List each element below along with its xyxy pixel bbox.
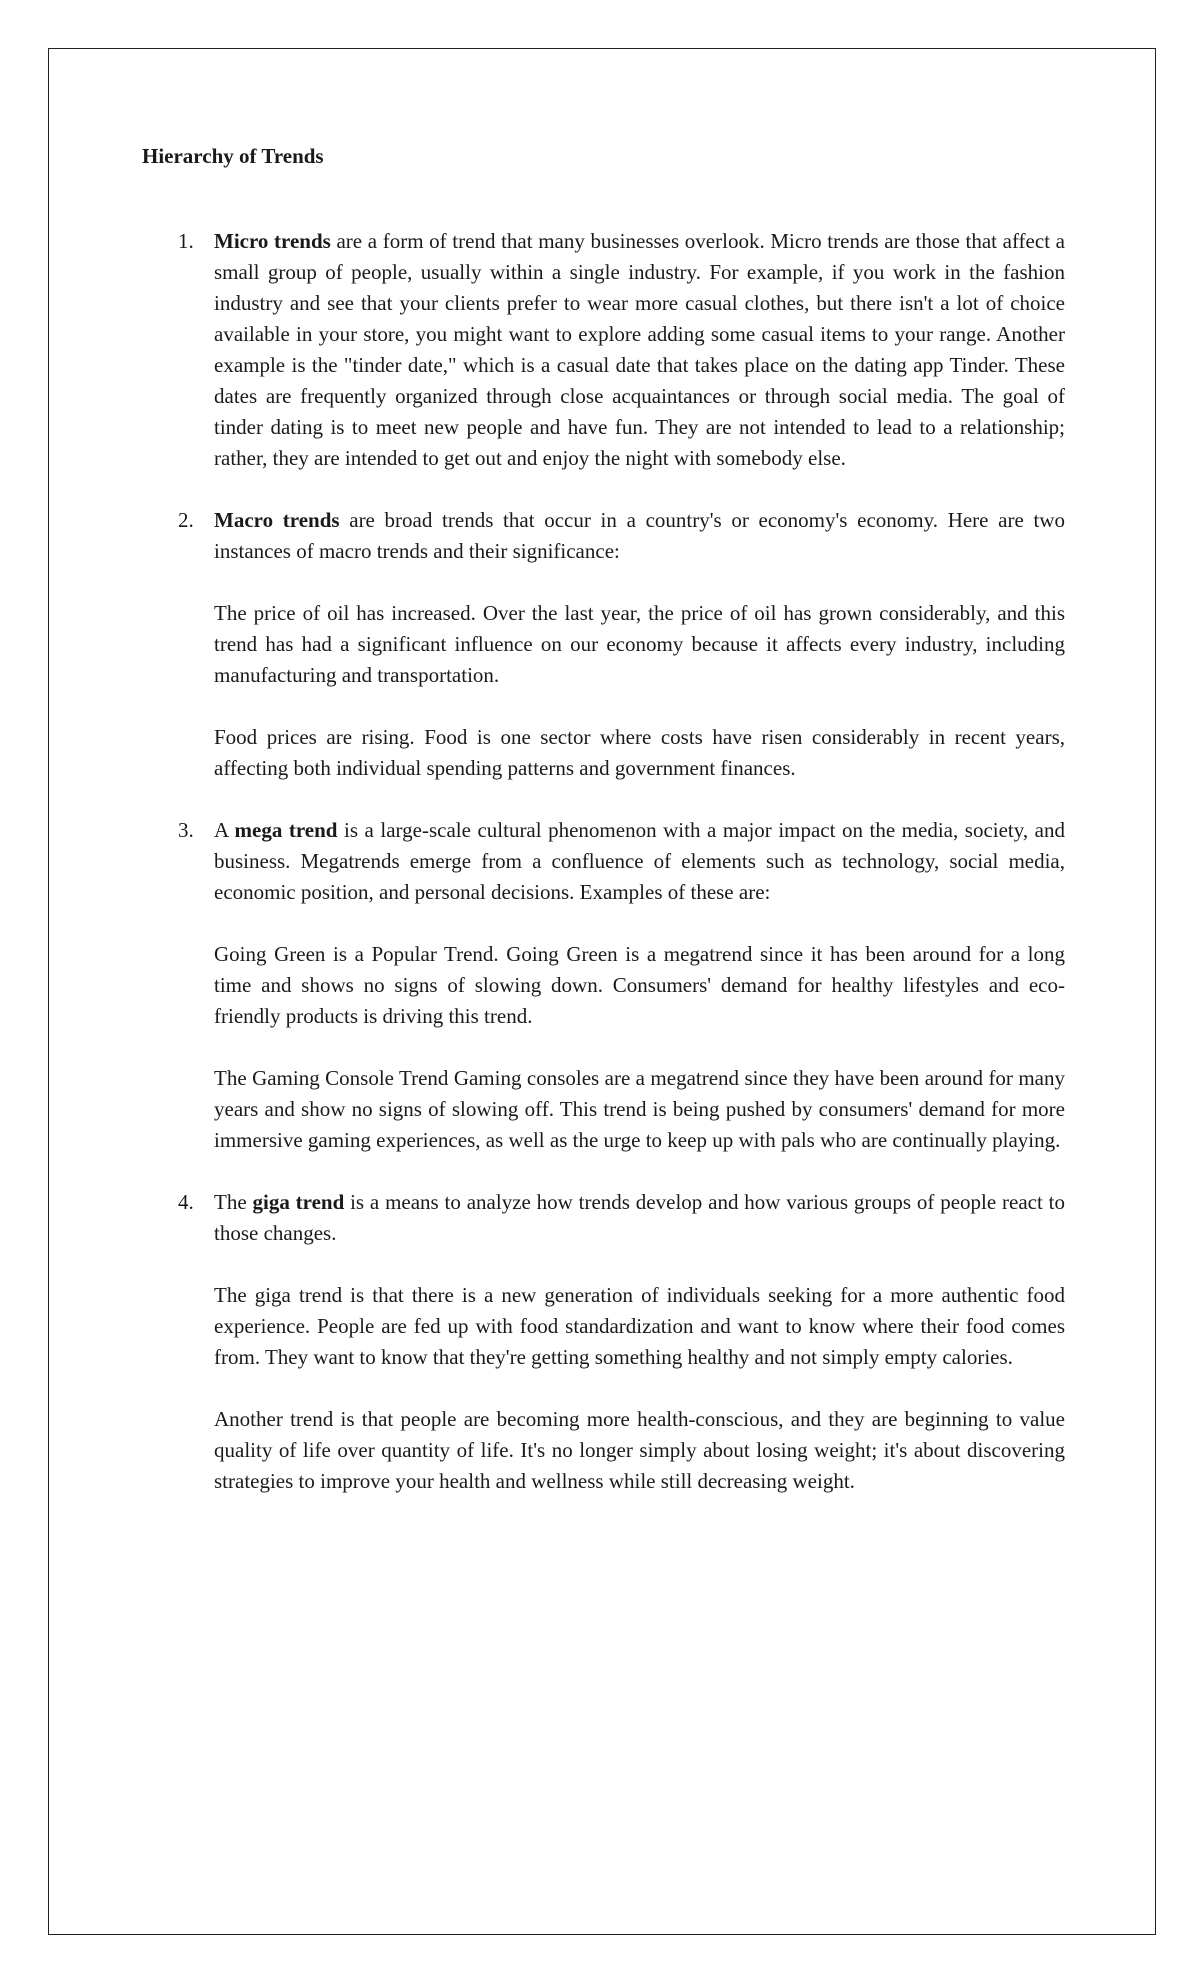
term-micro-trends: Micro trends: [214, 229, 331, 253]
example-paragraph: Food prices are rising. Food is one sector where costs have risen considerably in recent years, affecting both individual spending patterns and government finances.: [214, 725, 1065, 780]
intro-text: is a means to analyze how trends develop and how various groups of people react to those changes.: [214, 1190, 1065, 1245]
term-lead: The: [214, 1190, 253, 1214]
item-intro-paragraph: [214, 1187, 1065, 1249]
list-number: 3.: [178, 818, 194, 842]
document-body: [142, 138, 1065, 1528]
item-intro-paragraph: [214, 226, 1065, 474]
intro-text: are a form of trend that many businesses overlook. Micro trends are those that affect a small group of people, usually within a single industry. For example, if you work in the fashion industry and see that your clients prefer to wear more casual clothes, but there isn't a lot of choice available in your store, you might want to explore adding some casual items to your range. Another example is the "tinder date," which is a casual date that takes place on the dating app Tinder. These dates are frequently organized through close acquaintances or through social media. The goal of tinder dating is to meet new people and have fun. They are not intended to lead to a relationship; rather, they are intended to get out and enjoy the night with somebody else.: [214, 229, 1065, 470]
list-item-giga-trend: [142, 1187, 1065, 1497]
list-item-macro-trends: [142, 505, 1065, 784]
example-paragraph: The giga trend is that there is a new generation of individuals seeking for a more authentic food experience. People are fed up with food standardization and want to know where their food comes from. They want to know that they're getting something healthy and not simply empty calories.: [214, 1283, 1065, 1369]
term-giga-trend: giga trend: [252, 1190, 345, 1214]
intro-text: is a large-scale cultural phenomenon with a major impact on the media, society, and business. Megatrends emerge from a confluence of elements such as technology, social media, economic position, and personal decisions. Examples of these are:: [214, 818, 1065, 904]
example-paragraph: Going Green is a Popular Trend. Going Green is a megatrend since it has been around for a long time and shows no signs of slowing down. Consumers' demand for healthy lifestyles and eco-friendly products is driving this trend.: [214, 942, 1065, 1028]
item-intro-paragraph: [214, 815, 1065, 908]
document-title: Hierarchy of Trends: [142, 144, 324, 168]
example-paragraph: Another trend is that people are becoming more health-conscious, and they are beginning to value quality of life over quantity of life. It's no longer simply about losing weight; it's about discovering strategies to improve your health and wellness while still decreasing weight.: [214, 1407, 1065, 1493]
list-number: 4.: [178, 1190, 194, 1214]
intro-text: are broad trends that occur in a country's or economy's economy. Here are two instances of macro trends and their significance:: [214, 508, 1065, 563]
list-number: 1.: [178, 229, 194, 253]
item-intro-paragraph: [214, 505, 1065, 567]
trend-list: [142, 226, 1065, 1497]
list-item-mega-trend: [142, 815, 1065, 1156]
example-paragraph: The Gaming Console Trend Gaming consoles are a megatrend since they have been around for many years and show no signs of slowing off. This trend is being pushed by consumers' demand for more immersive gaming experiences, as well as the urge to keep up with pals who are continually playing.: [214, 1066, 1065, 1152]
term-mega-trend: mega trend: [234, 818, 338, 842]
term-macro-trends: Macro trends: [214, 508, 340, 532]
list-item-micro-trends: [142, 226, 1065, 474]
list-number: 2.: [178, 508, 194, 532]
term-lead: A: [214, 818, 235, 842]
example-paragraph: The price of oil has increased. Over the last year, the price of oil has grown considerably, and this trend has had a significant influence on our economy because it affects every industry, including manufacturing and transportation.: [214, 601, 1065, 687]
